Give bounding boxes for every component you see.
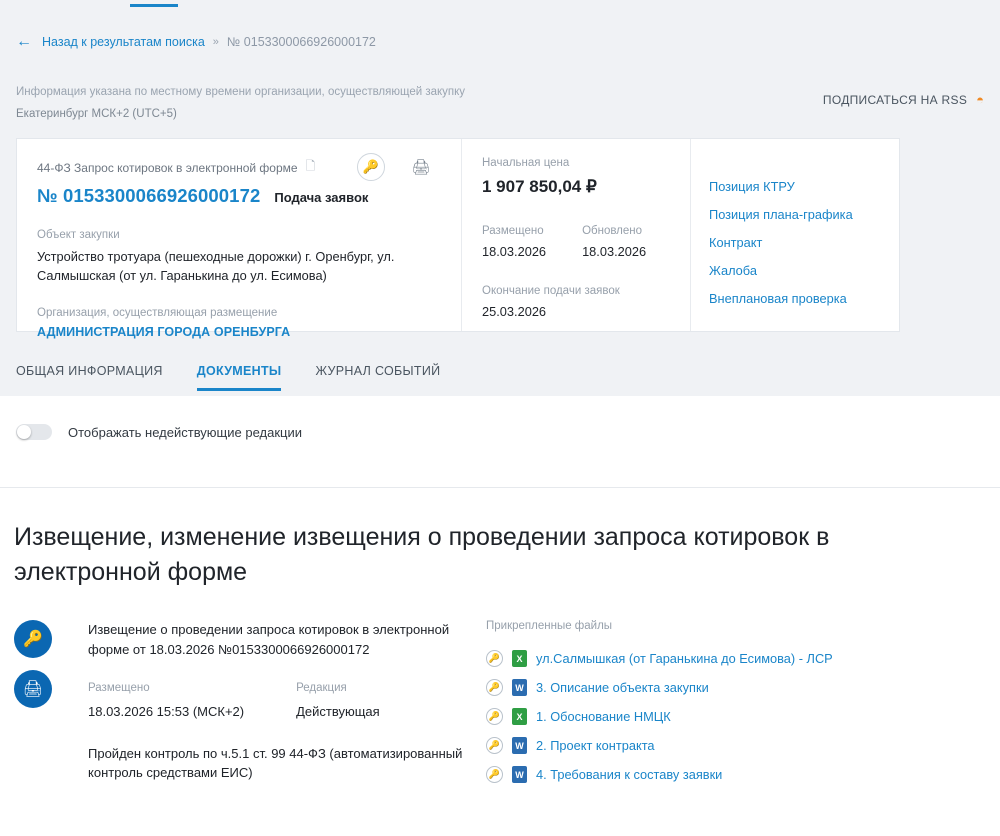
- purchase-number-row: [37, 185, 445, 207]
- key-icon[interactable]: 🔑: [486, 679, 503, 696]
- timezone-note: [16, 82, 465, 126]
- law-type-label: 44-ФЗ Запрос котировок в электронной форме: [37, 160, 298, 175]
- document-placed-value: 18.03.2026 15:53 (МСК+2): [88, 704, 245, 720]
- list-item[interactable]: [486, 708, 956, 725]
- link-unscheduled-inspection[interactable]: Внеплановая проверка: [709, 291, 847, 306]
- document-revision-label: Редакция: [296, 682, 347, 695]
- related-links: [709, 179, 885, 306]
- purchase-summary-card: [16, 138, 900, 340]
- document-control-note: Пройден контроль по ч.5.1 ст. 99 44-ФЗ (автоматизированный контроль средствами ЕИС): [88, 745, 463, 781]
- document-file-icon: W: [512, 679, 527, 696]
- printer-icon[interactable]: 🖨: [407, 153, 435, 181]
- spreadsheet-file-icon: X: [512, 708, 527, 725]
- key-icon[interactable]: 🔑: [357, 153, 385, 181]
- updated-value: 18.03.2026: [582, 244, 647, 259]
- link-plan-schedule-position[interactable]: Позиция плана-графика: [709, 207, 853, 222]
- key-icon[interactable]: 🔑: [486, 650, 503, 667]
- attached-files-label: Прикрепленные файлы: [486, 620, 613, 632]
- document-heading: Извещение о проведении запроса котировок в электронной форме от 18.03.2026 №0153300066926000172: [88, 622, 450, 658]
- price-value: 1 907 850,04 ₽: [482, 177, 597, 196]
- tab-bar: [16, 364, 440, 391]
- placed-label: Размещено: [482, 225, 544, 237]
- show-invalid-revisions-row[interactable]: [16, 424, 302, 440]
- price-label: Начальная цена: [482, 157, 570, 169]
- toggle-knob: [17, 425, 31, 439]
- timezone-note-line2: Екатеринбург МСК+2 (UTC+5): [16, 107, 177, 120]
- tab-event-log[interactable]: ЖУРНАЛ СОБЫТИЙ: [315, 364, 441, 378]
- hero-section: [0, 8, 1000, 396]
- placed-value: 18.03.2026: [482, 244, 547, 259]
- rss-icon[interactable]: ◓: [976, 92, 984, 107]
- link-ktru-position[interactable]: Позиция КТРУ: [709, 179, 795, 194]
- key-icon[interactable]: 🔑: [486, 766, 503, 783]
- deadline-value: 25.03.2026: [482, 304, 547, 319]
- summary-main-column: [17, 139, 462, 340]
- show-invalid-revisions-label: Отображать недействующие редакции: [68, 424, 303, 440]
- list-item[interactable]: [486, 766, 956, 783]
- breadcrumb-separator: »: [212, 36, 219, 48]
- summary-price-column: [462, 139, 691, 331]
- updated-block: [582, 225, 646, 259]
- timezone-note-line1: Информация указана по местному времени организации, осуществляющей закупку: [16, 86, 466, 98]
- attached-files-list: [486, 650, 956, 783]
- object-value: Устройство тротуара (пешеходные дорожки) г. Оренбург, ул. Салмышская (от ул. Гаранькина до ул. Есимова): [37, 249, 395, 284]
- object-label: Объект закупки: [37, 229, 120, 241]
- attached-files-block: [486, 620, 956, 795]
- key-icon[interactable]: 🔑: [14, 620, 52, 658]
- list-item[interactable]: [486, 737, 956, 754]
- summary-links-column: [691, 139, 899, 331]
- copy-icon[interactable]: 🗋: [305, 159, 316, 173]
- top-bar: [0, 0, 1000, 8]
- file-link[interactable]: 4. Требования к составу заявки: [536, 767, 723, 782]
- dates-row: [482, 225, 676, 259]
- updated-label: Обновлено: [582, 225, 643, 237]
- top-active-tab-indicator: [130, 4, 178, 7]
- show-invalid-revisions-toggle[interactable]: [16, 424, 52, 440]
- document-meta: [88, 620, 468, 795]
- document-placed-block: [88, 682, 244, 722]
- document-title: Извещение, изменение извещения о проведении запроса котировок в электронной форме: [14, 523, 830, 586]
- breadcrumb: [16, 34, 376, 50]
- org-label: Организация, осуществляющая размещение: [37, 307, 278, 320]
- purchase-number[interactable]: № 0153300066926000172: [37, 185, 261, 206]
- document-revision-value: Действующая: [296, 704, 380, 720]
- placed-block: [482, 225, 546, 259]
- org-value[interactable]: АДМИНИСТРАЦИЯ ГОРОДА ОРЕНБУРГА: [37, 325, 291, 340]
- file-link[interactable]: ул.Салмышкая (от Гаранькина до Есимова) - ЛСР: [536, 651, 833, 666]
- document-revision-block: [296, 682, 380, 722]
- back-arrow-icon[interactable]: ←: [16, 33, 32, 50]
- rss-subscribe[interactable]: [823, 92, 984, 107]
- file-link[interactable]: 3. Описание объекта закупки: [536, 680, 709, 695]
- section-divider: [0, 487, 1000, 488]
- document-file-icon: W: [512, 737, 527, 754]
- list-item[interactable]: [486, 679, 956, 696]
- document-file-icon: W: [512, 766, 527, 783]
- file-link[interactable]: 2. Проект контракта: [536, 738, 655, 753]
- document-body: [14, 620, 984, 795]
- printer-icon[interactable]: 🖨: [14, 670, 52, 708]
- file-link[interactable]: 1. Обоснование НМЦК: [536, 709, 671, 724]
- deadline-label: Окончание подачи заявок: [482, 285, 620, 297]
- document-placed-label: Размещено: [88, 682, 150, 695]
- tab-general-info[interactable]: ОБЩАЯ ИНФОРМАЦИЯ: [16, 364, 163, 378]
- link-complaint[interactable]: Жалоба: [709, 263, 757, 278]
- link-contract[interactable]: Контракт: [709, 235, 763, 250]
- deadline-block: [482, 285, 676, 319]
- tab-documents[interactable]: ДОКУМЕНТЫ: [197, 364, 282, 391]
- list-item[interactable]: [486, 650, 956, 667]
- spreadsheet-file-icon: X: [512, 650, 527, 667]
- breadcrumb-current: № 0153300066926000172: [226, 35, 376, 49]
- document-action-badges: [14, 620, 88, 795]
- rss-label[interactable]: ПОДПИСАТЬСЯ НА RSS: [822, 92, 968, 107]
- purchase-stage: Подача заявок: [274, 190, 369, 205]
- key-icon[interactable]: 🔑: [486, 737, 503, 754]
- document-meta-columns: [88, 682, 468, 722]
- key-icon[interactable]: 🔑: [486, 708, 503, 725]
- back-to-results-link[interactable]: Назад к результатам поиска: [42, 35, 205, 49]
